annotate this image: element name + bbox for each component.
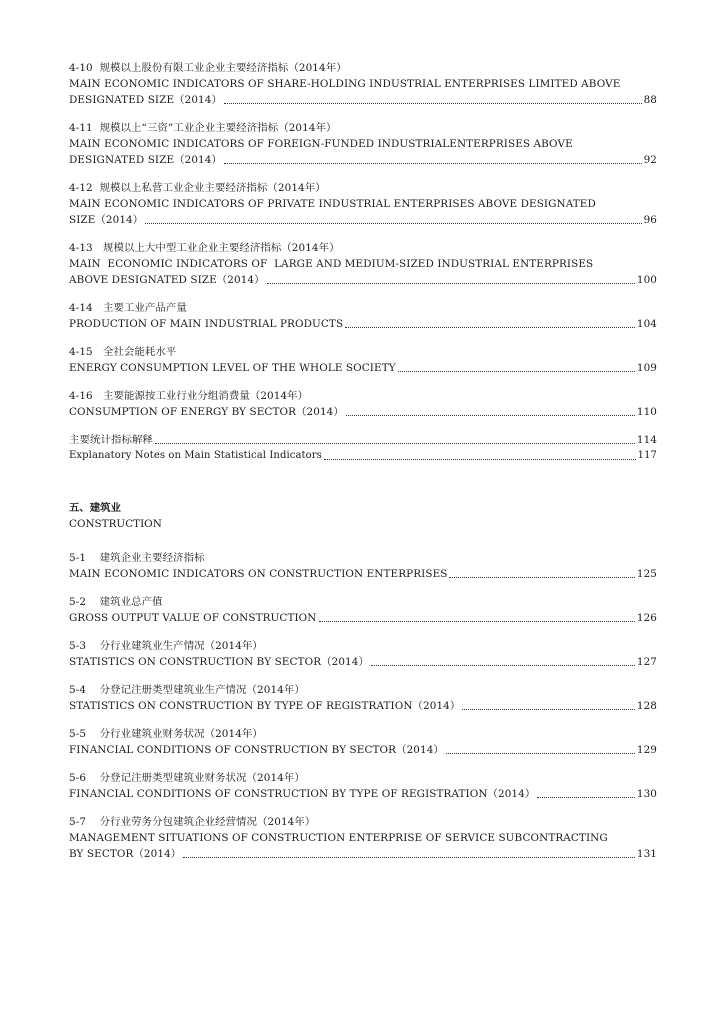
entry-leader	[69, 698, 657, 714]
page-number: 109	[636, 362, 657, 374]
entry-leader	[69, 654, 657, 670]
toc-entry-4-11[interactable]	[69, 120, 657, 168]
entry-cn-title: 5-5 分行业建筑业财务状况（2014年）	[69, 728, 263, 740]
dot-leader	[346, 415, 635, 416]
toc-notes	[69, 432, 657, 464]
entry-en-title-line2: ABOVE DESIGNATED SIZE（2014）	[69, 274, 265, 286]
entry-en-title-line1: MAIN ECONOMIC INDICATORS OF FOREIGN-FUNDED INDUSTRIALENTERPRISES ABOVE	[69, 138, 573, 150]
dot-leader	[155, 443, 635, 444]
entry-cn-title: 4-10 规模以上股份有限工业企业主要经济指标（2014年）	[69, 62, 347, 74]
dot-leader	[324, 459, 636, 460]
entry-en-title: FINANCIAL CONDITIONS OF CONSTRUCTION BY SECTOR（2014）	[69, 744, 444, 756]
section-title-en: CONSTRUCTION	[69, 518, 162, 530]
entry-cn-title: 5-6 分登记注册类型建筑业财务状况（2014年）	[69, 772, 305, 784]
page-number: 129	[636, 744, 657, 756]
toc-entry-4-14[interactable]	[69, 300, 657, 332]
entry-en-title-line1: MAIN ECONOMIC INDICATORS OF LARGE AND MEDIUM-SIZED INDUSTRIAL ENTERPRISES	[69, 258, 594, 270]
toc-entry-5-5[interactable]	[69, 726, 657, 758]
entry-cn-title: 5-3 分行业建筑业生产情况（2014年）	[69, 640, 263, 652]
entry-cn-title: 5-2 建筑业总产值	[69, 596, 163, 608]
dot-leader	[224, 163, 642, 164]
toc-entry-4-16[interactable]	[69, 388, 657, 420]
toc-entry-5-7[interactable]	[69, 814, 657, 862]
entry-leader	[69, 272, 657, 288]
dot-leader	[145, 223, 641, 224]
entry-cn-title: 5-1 建筑企业主要经济指标	[69, 552, 205, 564]
notes-cn-title: 主要统计指标解释	[69, 434, 153, 446]
entry-en-title-line1: MAIN ECONOMIC INDICATORS OF SHARE-HOLDING INDUSTRIAL ENTERPRISES LIMITED ABOVE	[69, 78, 621, 90]
entry-leader	[69, 742, 657, 758]
entry-en-title-line2: DESIGNATED SIZE（2014）	[69, 154, 222, 166]
toc-entry-5-4[interactable]	[69, 682, 657, 714]
section-heading	[69, 500, 657, 532]
dot-leader	[398, 371, 635, 372]
page-number: 104	[636, 318, 657, 330]
entry-leader	[69, 610, 657, 626]
toc-entry-4-10[interactable]	[69, 60, 657, 108]
toc-entry-4-12[interactable]	[69, 180, 657, 228]
toc-entry-notes-cn[interactable]	[69, 432, 657, 448]
page-number: 117	[637, 450, 657, 461]
toc-entry-5-1[interactable]	[69, 550, 657, 582]
entry-cn-title: 4-16 主要能源按工业行业分组消费量（2014年）	[69, 390, 309, 402]
entry-en-title: ENERGY CONSUMPTION LEVEL OF THE WHOLE SOCIETY	[69, 362, 396, 374]
entry-en-title-line2: BY SECTOR（2014）	[69, 848, 182, 860]
dot-leader	[537, 797, 635, 798]
dot-leader	[183, 857, 635, 858]
page-number: 114	[636, 434, 657, 446]
entry-en-title: PRODUCTION OF MAIN INDUSTRIAL PRODUCTS	[69, 318, 344, 330]
entry-en-title-line1: MANAGEMENT SITUATIONS OF CONSTRUCTION ENTERPRISE OF SERVICE SUBCONTRACTING	[69, 832, 608, 844]
entry-cn-title: 4-13 规模以上大中型工业企业主要经济指标（2014年）	[69, 242, 340, 254]
page-number: 128	[636, 700, 657, 712]
page-number: 125	[636, 568, 657, 580]
dot-leader	[345, 327, 635, 328]
entry-leader	[69, 316, 657, 332]
entry-cn-title: 4-11 规模以上“三资”工业企业主要经济指标（2014年）	[69, 122, 337, 134]
dot-leader	[449, 577, 634, 578]
page-number: 130	[636, 788, 657, 800]
toc-entry-5-2[interactable]	[69, 594, 657, 626]
entry-leader	[69, 404, 657, 420]
dot-leader	[267, 283, 635, 284]
notes-en-title: Explanatory Notes on Main Statistical Indicators	[69, 450, 322, 461]
toc-entry-5-6[interactable]	[69, 770, 657, 802]
entry-en-title: STATISTICS ON CONSTRUCTION BY SECTOR（2014）	[69, 656, 369, 668]
entry-en-title-line2: SIZE（2014）	[69, 214, 144, 226]
page-number: 92	[643, 154, 657, 166]
entry-cn-title: 5-4 分登记注册类型建筑业生产情况（2014年）	[69, 684, 305, 696]
toc-entry-5-3[interactable]	[69, 638, 657, 670]
entry-leader	[69, 846, 657, 862]
entry-en-title: FINANCIAL CONDITIONS OF CONSTRUCTION BY TYPE OF REGISTRATION（2014）	[69, 788, 536, 800]
section-title-cn: 五、建筑业	[69, 502, 121, 514]
entry-leader	[69, 360, 657, 376]
toc-entry-4-13[interactable]	[69, 240, 657, 288]
entry-cn-title: 5-7 分行业劳务分包建筑企业经营情况（2014年）	[69, 816, 316, 828]
toc-entry-notes-en[interactable]	[69, 448, 657, 464]
entry-leader	[69, 212, 657, 228]
entry-cn-title: 4-12 规模以上私营工业企业主要经济指标（2014年）	[69, 182, 326, 194]
entry-en-title: GROSS OUTPUT VALUE OF CONSTRUCTION	[69, 612, 317, 624]
toc-entry-4-15[interactable]	[69, 344, 657, 376]
page-number: 110	[636, 406, 657, 418]
entry-leader	[69, 92, 657, 108]
entry-leader	[69, 786, 657, 802]
page-number: 96	[643, 214, 657, 226]
page-number: 126	[636, 612, 657, 624]
entry-en-title-line2: DESIGNATED SIZE（2014）	[69, 94, 222, 106]
entry-en-title: CONSUMPTION OF ENERGY BY SECTOR（2014）	[69, 406, 344, 418]
dot-leader	[446, 753, 635, 754]
entry-leader	[69, 566, 657, 582]
dot-leader	[224, 103, 642, 104]
entry-en-title-line1: MAIN ECONOMIC INDICATORS OF PRIVATE INDUSTRIAL ENTERPRISES ABOVE DESIGNATED	[69, 198, 596, 210]
entry-cn-title: 4-15 全社会能耗水平	[69, 346, 177, 358]
page-number: 127	[636, 656, 657, 668]
page-number: 131	[636, 848, 657, 860]
entry-en-title: STATISTICS ON CONSTRUCTION BY TYPE OF REGISTRATION（2014）	[69, 700, 461, 712]
dot-leader	[319, 621, 635, 622]
entry-en-title: MAIN ECONOMIC INDICATORS ON CONSTRUCTION ENTERPRISES	[69, 568, 448, 580]
dot-leader	[371, 665, 635, 666]
entry-cn-title: 4-14 主要工业产品产量	[69, 302, 187, 314]
page-number: 100	[636, 274, 657, 286]
dot-leader	[462, 709, 634, 710]
page-number: 88	[643, 94, 657, 106]
entry-leader	[69, 152, 657, 168]
toc-page	[69, 60, 657, 874]
